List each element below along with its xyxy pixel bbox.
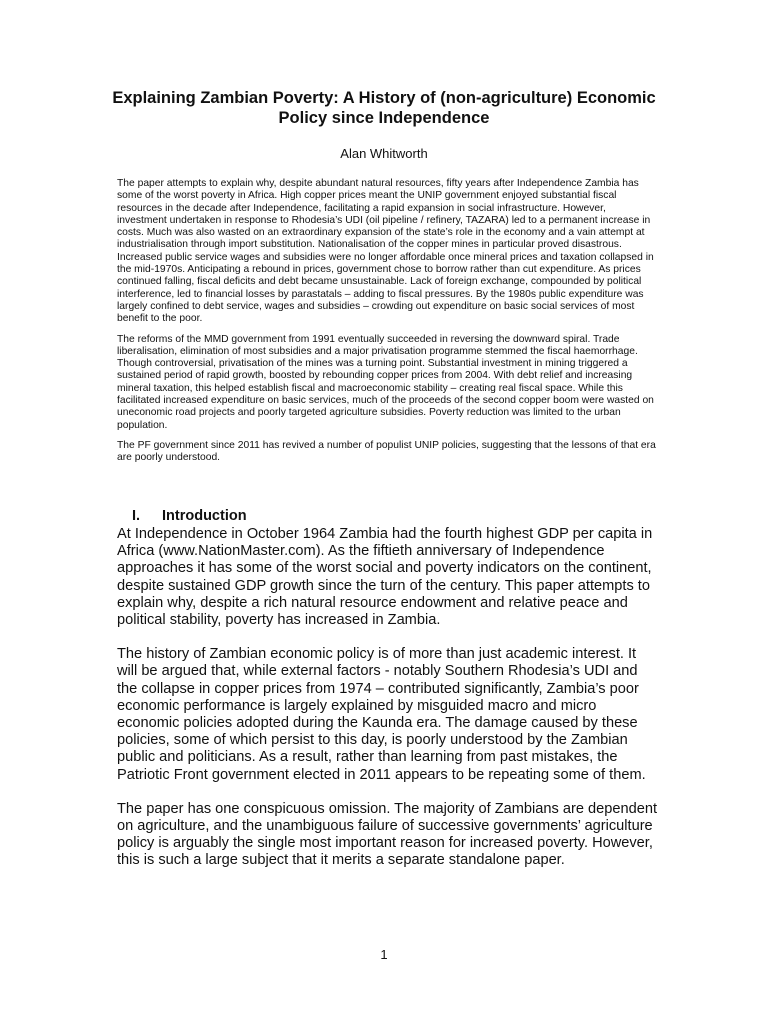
body-paragraph: At Independence in October 1964 Zambia had the fourth highest GDP per capita in Africa (www.NationMaster.com). As the fiftieth anniversary of Independence approaches it has some of the worst social and poverty indicators on the continent, despite sustained GDP growth since the turn of the century. This paper attempts to explain why, despite a rich natural resource endowment and relative peace and political stability, poverty has increased in Zambia.	[117, 526, 653, 629]
abstract-paragraph: The reforms of the MMD government from 1991 eventually succeeded in reversing the downward spiral. Trade liberalisation, elimination of most subsidies and a major privatisation programme stemmed the fiscal haemorrhage. Though controversial, privatisation of the mines was a turning point. Substantial investment in mining triggered a sustained period of rapid growth, boosted by rebounding copper prices from 2004. With debt relief and increasing mineral taxation, this helped establish fiscal and macroeconomic stability – creating real fiscal space. While this facilitated increased expenditure on basic services, much of the proceeds of the second copper boom were wasted on uneconomic road projects and poorly targeted agriculture subsidies. Poverty reduction was limited to the urban population.	[117, 333, 654, 431]
section-number: I.	[132, 508, 141, 524]
page-number: 1	[380, 947, 388, 962]
body-paragraph: The paper has one conspicuous omission. The majority of Zambians are dependent on agriculture, and the unambiguous failure of successive governments’ agriculture policy is arguably the single most important reason for increased poverty. However, this is such a large subject that it merits a separate standalone paper.	[117, 800, 658, 869]
body-paragraph: The history of Zambian economic policy is of more than just academic interest. It will be argued that, while external factors - notably Southern Rhodesia’s UDI and the collapse in copper prices from 1974 – contributed significantly, Zambia’s poor economic performance is largely explained by misguided macro and micro economic policies adopted during the Kaunda era. The damage caused by these policies, some of which persist to this day, is poorly understood by the Zambian public and politicians. As a result, rather than learning from past mistakes, the Patriotic Front government elected in 2011 appears to be repeating some of them.	[117, 646, 646, 783]
abstract-paragraph: The paper attempts to explain why, despite abundant natural resources, fifty years after Independence Zambia has some of the worst poverty in Africa. High copper prices meant the UNIP government enjoyed substantial fiscal resources in the decade after Independence, facilitating a rapid expansion in social infrastructure. However, investment undertaken in response to Rhodesia’s UDI (oil pipeline / refinery, TAZARA) led to a permanent increase in costs. Much was also wasted on an extraordinary expansion of the state’s role in the economy and a vain attempt at industrialisation through import substitution. Nationalisation of the copper mines in particular proved disastrous. Increased public service wages and subsidies were no longer affordable once mineral prices and taxation collapsed in the mid-1970s. Anticipating a rebound in prices, government chose to borrow rather than cut expenditure. As prices continued falling, fiscal deficits and debt became unsustainable. Lack of foreign exchange, compounded by political interference, led to financial losses by parastatals – adding to fiscal pressures. By the 1980s public expenditure was largely confined to debt service, wages and subsidies – crowding out expenditure on basic social services of most benefit to the poor.	[117, 178, 654, 325]
section-body	[117, 526, 657, 887]
abstract	[117, 178, 657, 473]
section-heading	[132, 508, 247, 525]
paper-title: Explaining Zambian Poverty: A History of (non-agriculture) Economic Policy since Independence	[112, 89, 656, 127]
author-name: Alan Whitworth	[340, 146, 428, 161]
section-title: Introduction	[162, 508, 247, 524]
abstract-paragraph: The PF government since 2011 has revived a number of populist UNIP policies, suggesting that the lessons of that era are poorly understood.	[117, 439, 656, 464]
